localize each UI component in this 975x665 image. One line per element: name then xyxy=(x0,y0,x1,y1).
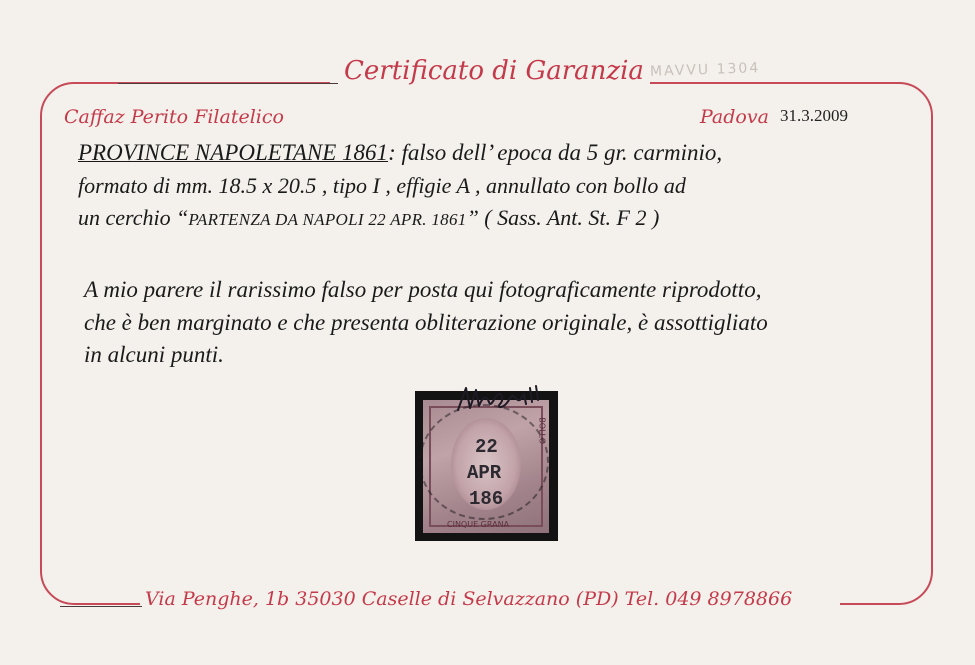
postmark-month: APR xyxy=(467,462,502,484)
stamp-issue-title: PROVINCE NAPOLETANE 1861 xyxy=(78,140,389,165)
postmark-day: 22 xyxy=(475,436,498,458)
certificate-title: Certificato di Garanzia xyxy=(344,56,644,86)
opinion-line-3: in alcuni punti. xyxy=(84,342,224,367)
description-line-1 xyxy=(78,140,722,166)
pencil-note: MAVVU 1304 xyxy=(649,60,761,80)
issuer-name: Caffaz Perito Filatelico xyxy=(64,106,284,128)
footer-left-rule xyxy=(60,606,142,607)
stamp-image xyxy=(423,400,549,533)
opinion-line-1: A mio parere il rarissimo falso per posta qui fotograficamente riprodotto, xyxy=(84,277,762,302)
issue-date: 31.3.2009 xyxy=(780,106,848,125)
stamp-value-text: CINQUE GRANA xyxy=(447,520,510,529)
footer-address: Via Penghe, 1b 35030 Caselle di Selvazzano (PD) Tel. 049 8978866 xyxy=(145,588,793,610)
postmark-text: PARTENZA DA NAPOLI 22 APR. 1861 xyxy=(188,210,467,229)
description-line-2: formato di mm. 18.5 x 20.5 , tipo I , effigie A , annullato con bollo ad xyxy=(78,173,686,198)
issue-city: Padova xyxy=(700,106,769,128)
description-line-3-start: un cerchio “ xyxy=(78,205,189,230)
title-left-rule xyxy=(118,83,338,84)
expert-signature xyxy=(452,380,542,414)
postmark-year: 186 xyxy=(469,488,504,510)
stamp-side-text: BOLLO xyxy=(538,417,547,444)
description-line-1-rest: : falso dell’ epoca da 5 gr. carminio, xyxy=(388,140,723,165)
opinion-line-2: che è ben marginato e che presenta obliterazione originale, è assottigliato xyxy=(84,310,768,335)
description-line-3 xyxy=(78,205,659,231)
description-line-3-end: ” ( Sass. Ant. St. F 2 ) xyxy=(466,205,660,230)
